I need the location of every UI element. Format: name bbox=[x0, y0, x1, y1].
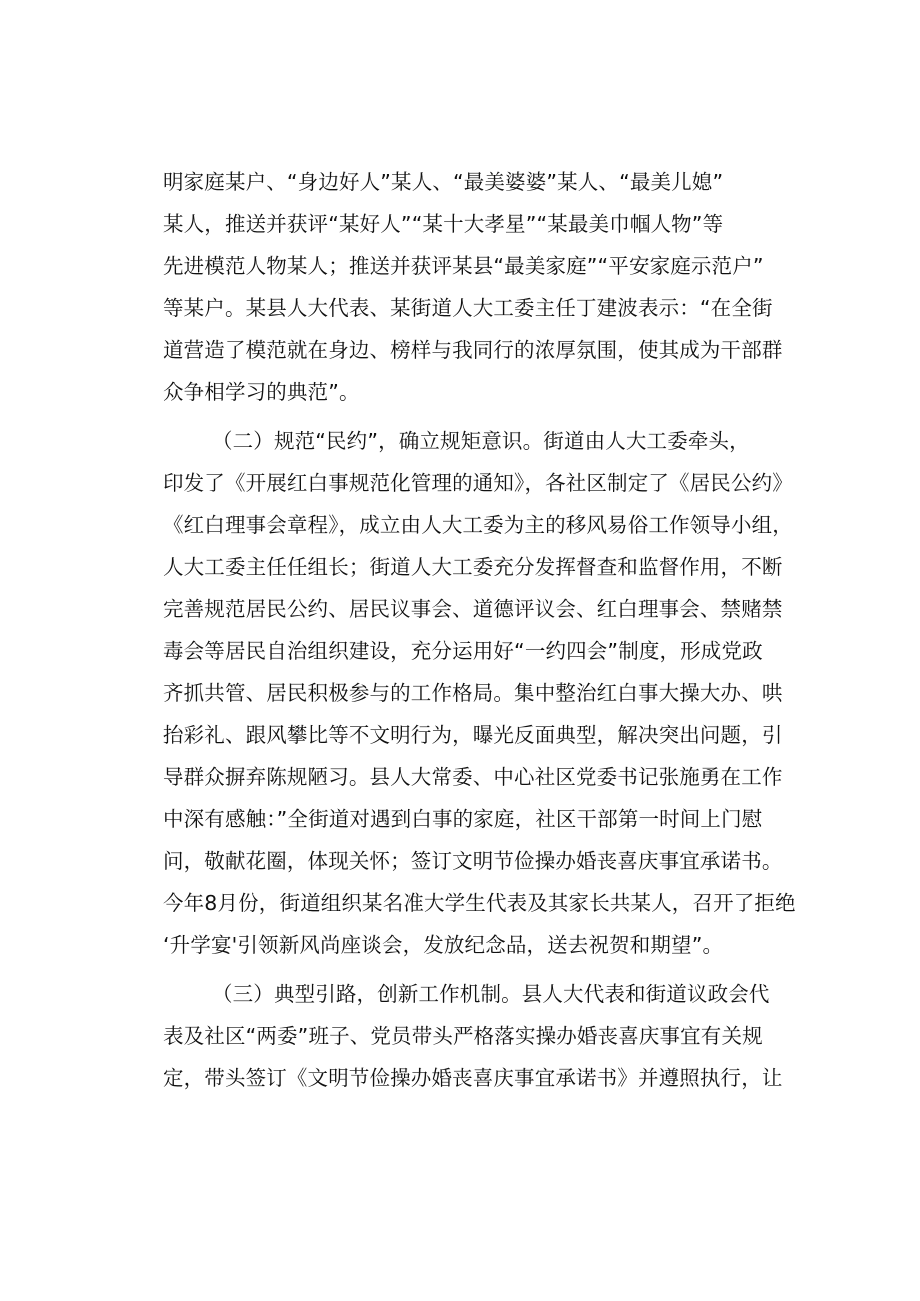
paragraph-2-line-1: （二）规范“民约”，确立规矩意识。街道由人大工委牵头， bbox=[212, 429, 750, 453]
paragraph-2-line-12: 今年8月份，街道组织某名准大学生代表及其家长共某人，召开了拒绝 bbox=[163, 891, 796, 915]
paragraph-1-line-3: 先进模范人物某人；推送并获评某县“最美家庭”“平安家庭示范户” bbox=[163, 254, 764, 278]
paragraph-2-line-10: 中深有感触：”全街道对遇到白事的家庭，社区干部第一时间上门慰 bbox=[163, 807, 763, 831]
paragraph-2-line-5: 完善规范居民公约、居民议事会、道德评议会、红白理事会、禁赌禁 bbox=[163, 597, 783, 621]
paragraph-2-line-13: ‘升学宴'引领新风尚座谈会，发放纪念品，送去祝贺和期望”。 bbox=[163, 933, 724, 957]
paragraph-1-line-6: 众争相学习的典范”。 bbox=[163, 380, 360, 404]
paragraph-2-line-11: 问，敬献花圈，体现关怀；签订文明节俭操办婚丧喜庆事宜承诺书。 bbox=[163, 849, 783, 873]
body-text bbox=[163, 161, 813, 1099]
paragraph-3 bbox=[163, 973, 813, 1099]
paragraph-gap bbox=[163, 966, 813, 973]
paragraph-2-line-2: 印发了《开展红白事规范化管理的通知》，各社区制定了《居民公约》 bbox=[163, 471, 793, 495]
paragraph-1-line-5: 道营造了模范就在身边、榜样与我同行的浓厚氛围，使其成为干部群 bbox=[163, 338, 783, 362]
paragraph-2-line-4: 人大工委主任任组长；街道人大工委充分发挥督查和监督作用，不断 bbox=[163, 555, 783, 579]
paragraph-2-line-7: 齐抓共管、居民积极参与的工作格局。集中整治红白事大操大办、哄 bbox=[163, 681, 783, 705]
paragraph-1-line-1: 明家庭某户、“身边好人”某人、“最美婆婆”某人、“最美儿媳” bbox=[163, 170, 724, 194]
paragraph-gap bbox=[163, 413, 813, 420]
paragraph-2 bbox=[163, 420, 813, 966]
paragraph-2-line-3: 《红白理事会章程》，成立由人大工委为主的移风易俗工作领导小组， bbox=[163, 513, 793, 537]
paragraph-3-line-2: 表及社区“两委”班子、党员带头严格落实操办婚丧喜庆事宜有关规 bbox=[163, 1024, 763, 1048]
paragraph-1 bbox=[163, 161, 813, 413]
paragraph-3-line-1: （三）典型引路，创新工作机制。县人大代表和街道议政会代 bbox=[212, 982, 770, 1006]
paragraph-2-line-9: 导群众摒弃陈规陋习。县人大常委、中心社区党委书记张施勇在工作 bbox=[163, 765, 783, 789]
paragraph-1-line-4: 等某户。某县人大代表、某街道人大工委主任丁建波表示：“在全街 bbox=[163, 296, 773, 320]
paragraph-3-line-3: 定，带头签订《文明节俭操办婚丧喜庆事宜承诺书》并遵照执行，让 bbox=[163, 1066, 783, 1090]
paragraph-2-line-8: 抬彩礼、跟风攀比等不文明行为，曝光反面典型，解决突出问题，引 bbox=[163, 723, 783, 747]
paragraph-1-line-2: 某人，推送并获评“某好人”“某十大孝星”“某最美巾帼人物”等 bbox=[163, 212, 724, 236]
paragraph-2-line-6: 毒会等居民自治组织建设，充分运用好“一约四会”制度，形成党政 bbox=[163, 639, 763, 663]
